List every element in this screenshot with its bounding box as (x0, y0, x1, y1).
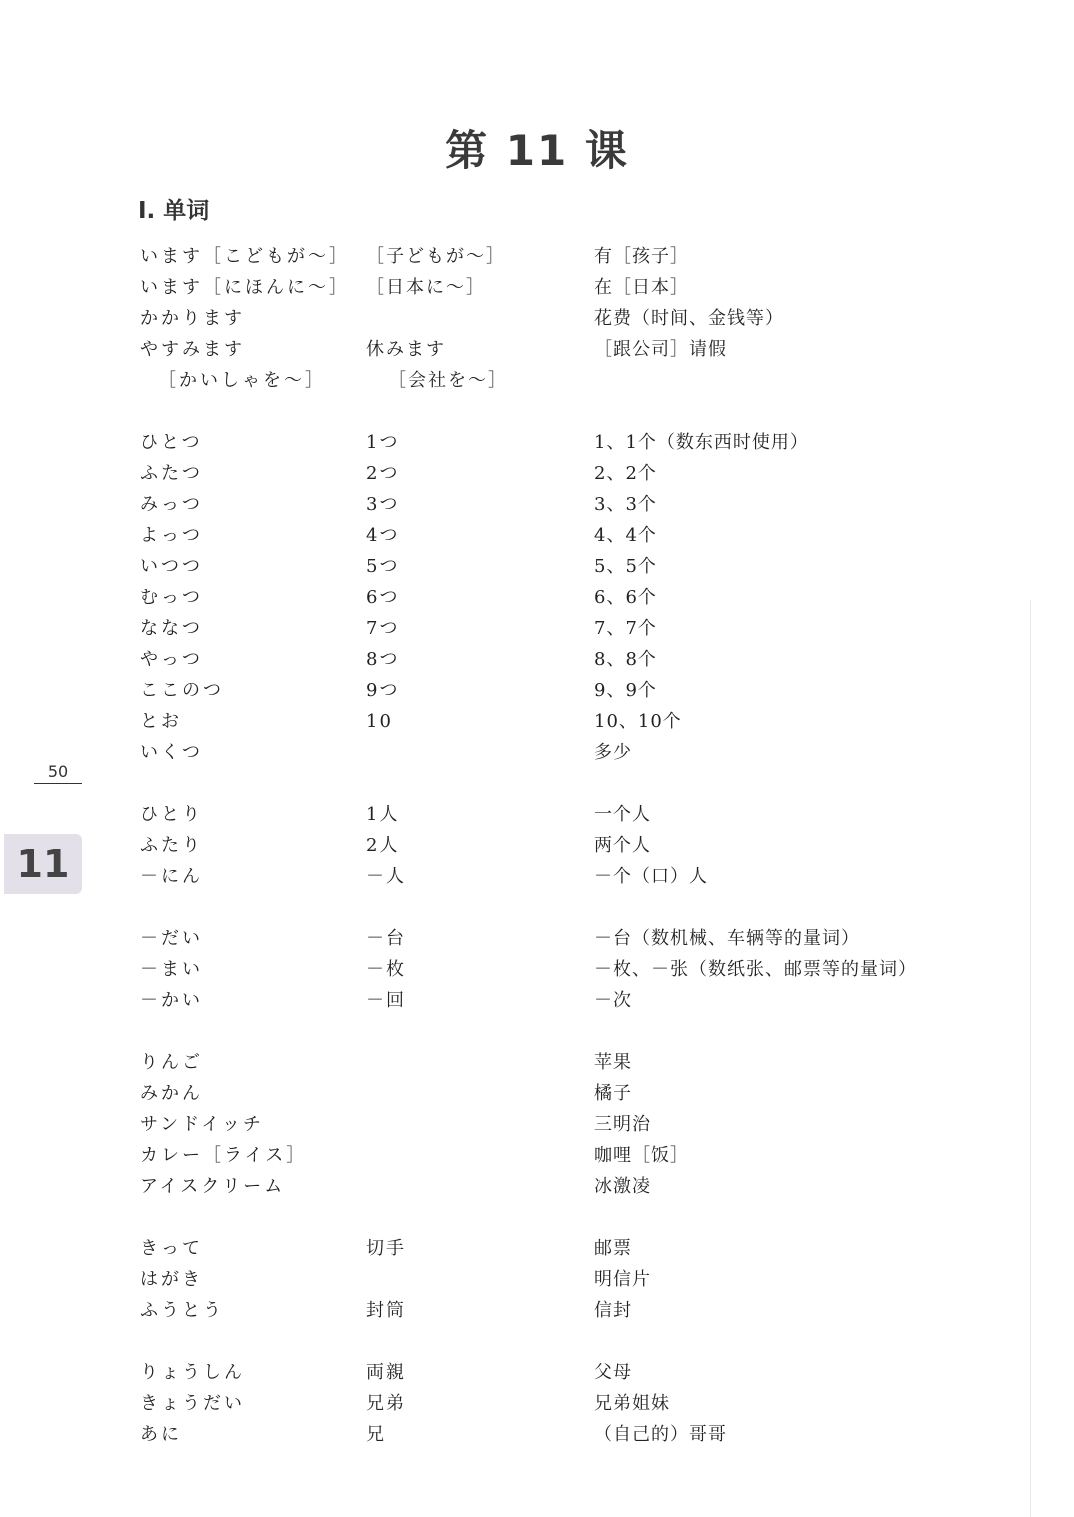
vocab-kanji: 休みます (366, 339, 446, 360)
vocab-meaning: 有［孩子］ (594, 246, 689, 267)
vocab-meaning: 信封 (594, 1300, 632, 1321)
vocab-kana: あに (140, 1424, 182, 1445)
vocab-meaning: －枚、－张（数纸张、邮票等的量词） (594, 959, 917, 980)
vocab-meaning: 苹果 (594, 1052, 632, 1073)
vocab-row (138, 613, 938, 644)
vocab-meaning: 多少 (594, 742, 632, 763)
vocab-kana: ［かいしゃを～］ (158, 370, 326, 391)
vocab-kanji: 切手 (366, 1238, 406, 1259)
vocab-row (138, 272, 938, 303)
vocab-meaning: 4、4个 (594, 525, 657, 546)
vocab-kanji: 1つ (366, 432, 400, 453)
vocab-kana: やすみます (140, 339, 245, 360)
vocab-row (138, 1171, 938, 1202)
vocab-kana: むっつ (140, 587, 203, 608)
vocab-row (138, 489, 938, 520)
vocab-kanji: 封筒 (366, 1300, 406, 1321)
vocab-kana: －かい (140, 990, 203, 1011)
vocab-meaning: 冰激凌 (594, 1176, 651, 1197)
vocab-meaning: 3、3个 (594, 494, 657, 515)
vocabulary-list (138, 241, 938, 1450)
vocab-kana: はがき (140, 1269, 203, 1290)
vocab-meaning: 10、10个 (594, 711, 682, 732)
vocab-meaning: 兄弟姐妹 (594, 1393, 670, 1414)
vocab-kana: ここのつ (140, 680, 224, 701)
vocab-kana: －まい (140, 959, 203, 980)
vocab-row (138, 365, 938, 396)
vocab-row (138, 241, 938, 272)
vocab-meaning: －个（口）人 (594, 866, 708, 887)
vocab-kana: －にん (140, 866, 203, 887)
vocab-kana: います［こどもが～］ (140, 246, 350, 267)
vocab-kanji: －回 (366, 990, 406, 1011)
vocab-kana: ふたり (140, 835, 203, 856)
vocab-meaning: 1、1个（数东西时使用） (594, 432, 809, 453)
vocab-kanji: 9つ (366, 680, 400, 701)
vocab-kanji: 両親 (366, 1362, 406, 1383)
vocab-kana: きょうだい (140, 1393, 245, 1414)
vocab-row (138, 1388, 938, 1419)
vocab-row (138, 1047, 938, 1078)
vocab-row (138, 985, 938, 1016)
vocab-kanji: ［子どもが～］ (366, 246, 506, 267)
vocab-kanji: 2人 (366, 835, 400, 856)
vocab-kana: みかん (140, 1083, 203, 1104)
vocab-kanji: －枚 (366, 959, 406, 980)
vocab-row (138, 1233, 938, 1264)
vocab-kana: アイスクリーム (140, 1176, 286, 1197)
vocab-row (138, 1016, 938, 1047)
vocab-kana: ふうとう (140, 1300, 224, 1321)
section-heading: I. 单词 (138, 198, 210, 224)
vocab-row (138, 1109, 938, 1140)
vocab-row (138, 582, 938, 613)
vocab-meaning: 明信片 (594, 1269, 651, 1290)
vocab-meaning: 在［日本］ (594, 277, 689, 298)
vocab-row (138, 861, 938, 892)
vocab-kana: ななつ (140, 618, 203, 639)
vocab-kana: みっつ (140, 494, 203, 515)
vocab-meaning: 花费（时间、金钱等） (594, 308, 784, 329)
vocab-row (138, 520, 938, 551)
vocab-meaning: －次 (594, 990, 632, 1011)
vocab-kanji: 7つ (366, 618, 400, 639)
vocab-row (138, 706, 938, 737)
vocab-kana: －だい (140, 928, 203, 949)
vocab-kanji: 3つ (366, 494, 400, 515)
vocab-row (138, 1419, 938, 1450)
vocab-row (138, 427, 938, 458)
vocab-row (138, 396, 938, 427)
vocab-meaning: 9、9个 (594, 680, 657, 701)
vocab-row (138, 830, 938, 861)
vocab-kanji: 10 (366, 711, 393, 732)
vocab-kana: カレー［ライス］ (140, 1145, 308, 1166)
vocab-kana: とお (140, 711, 182, 732)
vocab-row (138, 1357, 938, 1388)
vocab-meaning: 咖哩［饭］ (594, 1145, 689, 1166)
vocab-meaning: ［跟公司］请假 (594, 339, 727, 360)
vocab-meaning: （自己的）哥哥 (594, 1424, 727, 1445)
vocab-row (138, 923, 938, 954)
vocab-row (138, 954, 938, 985)
vocab-row (138, 644, 938, 675)
vocab-kanji: 2つ (366, 463, 400, 484)
vocab-kanji: 4つ (366, 525, 400, 546)
vocab-row (138, 334, 938, 365)
vocab-kana: いつつ (140, 556, 203, 577)
vocab-kanji: －台 (366, 928, 406, 949)
vocab-kana: います［にほんに～］ (140, 277, 350, 298)
vocab-kana: よっつ (140, 525, 203, 546)
vocab-row (138, 799, 938, 830)
vocab-kana: ひとつ (140, 432, 203, 453)
vocab-meaning: 三明治 (594, 1114, 651, 1135)
vocab-kanji: 5つ (366, 556, 400, 577)
vocab-meaning: 6、6个 (594, 587, 657, 608)
vocab-row (138, 737, 938, 768)
vocab-row (138, 303, 938, 334)
vocab-meaning: 7、7个 (594, 618, 657, 639)
page-title: 第 11 课 (445, 126, 629, 175)
vocab-kana: ふたつ (140, 463, 203, 484)
vocab-kana: ひとり (140, 804, 203, 825)
vocab-meaning: 一个人 (594, 804, 651, 825)
vocab-row (138, 1202, 938, 1233)
vocab-kanji: 1人 (366, 804, 400, 825)
vocab-kanji: ［日本に～］ (366, 277, 486, 298)
vocab-kanji: 兄 (366, 1424, 386, 1445)
vocab-kanji: 兄弟 (366, 1393, 406, 1414)
vocab-meaning: 父母 (594, 1362, 632, 1383)
vocab-row (138, 1326, 938, 1357)
page-edge-line (1030, 600, 1031, 1517)
vocab-row (138, 551, 938, 582)
vocab-meaning: 5、5个 (594, 556, 657, 577)
vocab-meaning: －台（数机械、车辆等的量词） (594, 928, 860, 949)
vocab-kanji: 8つ (366, 649, 400, 670)
vocab-row (138, 675, 938, 706)
vocab-kana: いくつ (140, 742, 203, 763)
vocab-row (138, 1140, 938, 1171)
vocab-kanji: 6つ (366, 587, 400, 608)
vocab-kana: サンドイッチ (140, 1114, 264, 1135)
page-number: 50 (34, 762, 82, 784)
vocab-row (138, 768, 938, 799)
vocab-meaning: 8、8个 (594, 649, 657, 670)
vocab-kana: りんご (140, 1052, 203, 1073)
vocab-kanji: －人 (366, 866, 406, 887)
lesson-tab: 11 (4, 834, 82, 894)
vocab-kana: かかります (140, 308, 245, 329)
vocab-meaning: 两个人 (594, 835, 651, 856)
vocab-meaning: 2、2个 (594, 463, 657, 484)
vocab-kana: りょうしん (140, 1362, 245, 1383)
vocab-kana: やっつ (140, 649, 203, 670)
vocab-row (138, 1264, 938, 1295)
vocab-meaning: 邮票 (594, 1238, 632, 1259)
vocab-row (138, 1295, 938, 1326)
vocab-kanji: ［会社を～］ (388, 370, 508, 391)
vocab-row (138, 458, 938, 489)
vocab-kana: きって (140, 1238, 203, 1259)
vocab-row (138, 892, 938, 923)
vocab-meaning: 橘子 (594, 1083, 632, 1104)
vocab-row (138, 1078, 938, 1109)
